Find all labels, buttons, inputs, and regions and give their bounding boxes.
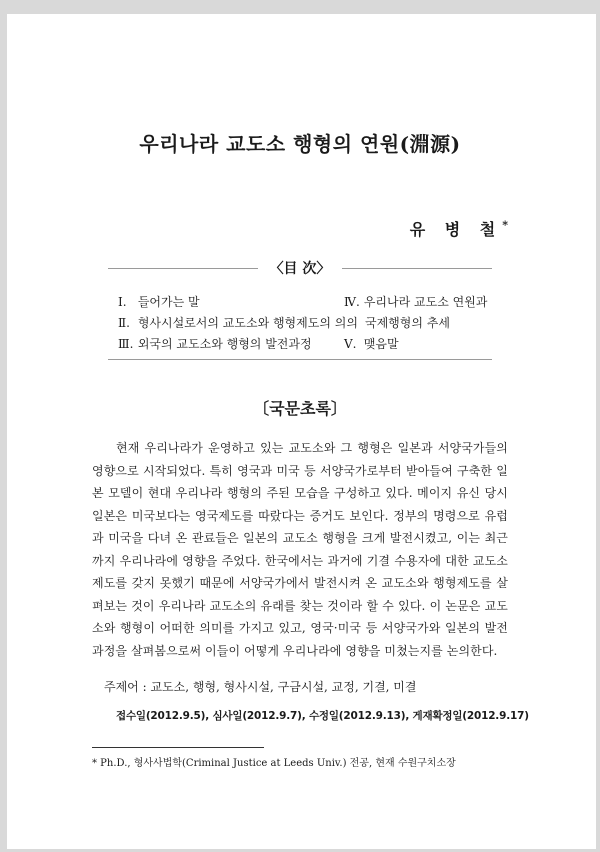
- toc-item: [118, 313, 358, 334]
- keywords: 주제어 : 교도소, 행형, 형사시설, 구금시설, 교정, 기결, 미결: [104, 680, 417, 694]
- toc-item: [344, 292, 487, 313]
- toc-item-label: 들어가는 말: [137, 295, 200, 309]
- footnote-rule: [92, 747, 264, 748]
- toc-heading-text: 〈目 次〉: [258, 261, 343, 277]
- author-footnote-mark: *: [502, 218, 508, 232]
- toc-item: [344, 334, 487, 355]
- abstract-heading: 〔국문초록〕: [253, 399, 347, 418]
- toc-item: [118, 292, 358, 313]
- toc-heading: [0, 258, 600, 278]
- toc-item-continuation: [344, 313, 487, 334]
- toc-item-label: 형사시설로서의 교도소와 행형제도의 의의: [137, 316, 358, 330]
- author: [410, 217, 508, 240]
- toc-right-column: [344, 292, 487, 355]
- toc-item: [118, 334, 358, 355]
- submission-dates: 접수일(2012.9.5), 심사일(2012.9.7), 수정일(2012.9.13), 게재확정일(2012.9.17): [116, 710, 529, 722]
- page-frame-top: [0, 0, 600, 14]
- toc-item-label: 우리나라 교도소 연원과: [363, 295, 488, 309]
- toc-item-label: 국제행형의 추세: [365, 316, 450, 330]
- toc-bottom-rule: [108, 359, 492, 360]
- abstract-body: 현재 우리나라가 운영하고 있는 교도소와 그 행형은 일본과 서양국가들의 영향으로 시작되었다. 특히 영국과 미국 등 서양국가로부터 받아들여 구축한 일본 모델이 현대 우리나라 행형의 주된 모습을 구성하고 있다. 메이지 유신 당시 일본은 미국보다는 영국제도를 따랐다는 증거도 보인다. 정부의 명령으로 유럽과 미국을 다녀 온 관료들은 일본의 교도소 행형을 크게 발전시켰고, 이는 최근까지 우리나라에 영향을 주었다. 한국에서는 과거에 기결 수용자에 대한 교도소제도를 갖지 못했기 때문에 서양국가에서 발전시켜 온 교도소와 행형제도를 살펴보는 것이 우리나라 교도소의 유래를 찾는 것이라 할 수 있다. 이 논문은 교도소와 행형이 어떠한 의미를 가지고 있고, 영국·미국 등 서양국가와 일본의 발전과정을 살펴봄으로써 이들이 어떻게 우리나라에 영향을 미쳤는지를 논의한다.: [92, 441, 508, 658]
- toc-item-number: Ⅲ.: [118, 337, 134, 351]
- author-name: 유 병 철: [409, 220, 503, 239]
- toc-item-number: Ⅰ.: [118, 295, 127, 309]
- toc-item-label: 맺음말: [363, 337, 399, 351]
- paper-title: 우리나라 교도소 행형의 연원(淵源): [139, 132, 461, 156]
- toc-left-column: [118, 292, 358, 355]
- toc-item-label: 외국의 교도소와 행형의 발전과정: [137, 337, 312, 351]
- author-footnote: * Ph.D., 형사사법학(Criminal Justice at Leeds Univ.) 전공, 현재 수원구치소장: [92, 758, 456, 769]
- toc-item-number: Ⅴ.: [344, 337, 357, 351]
- toc-item-number: Ⅱ.: [118, 316, 130, 330]
- toc-item-number: Ⅳ.: [344, 295, 360, 309]
